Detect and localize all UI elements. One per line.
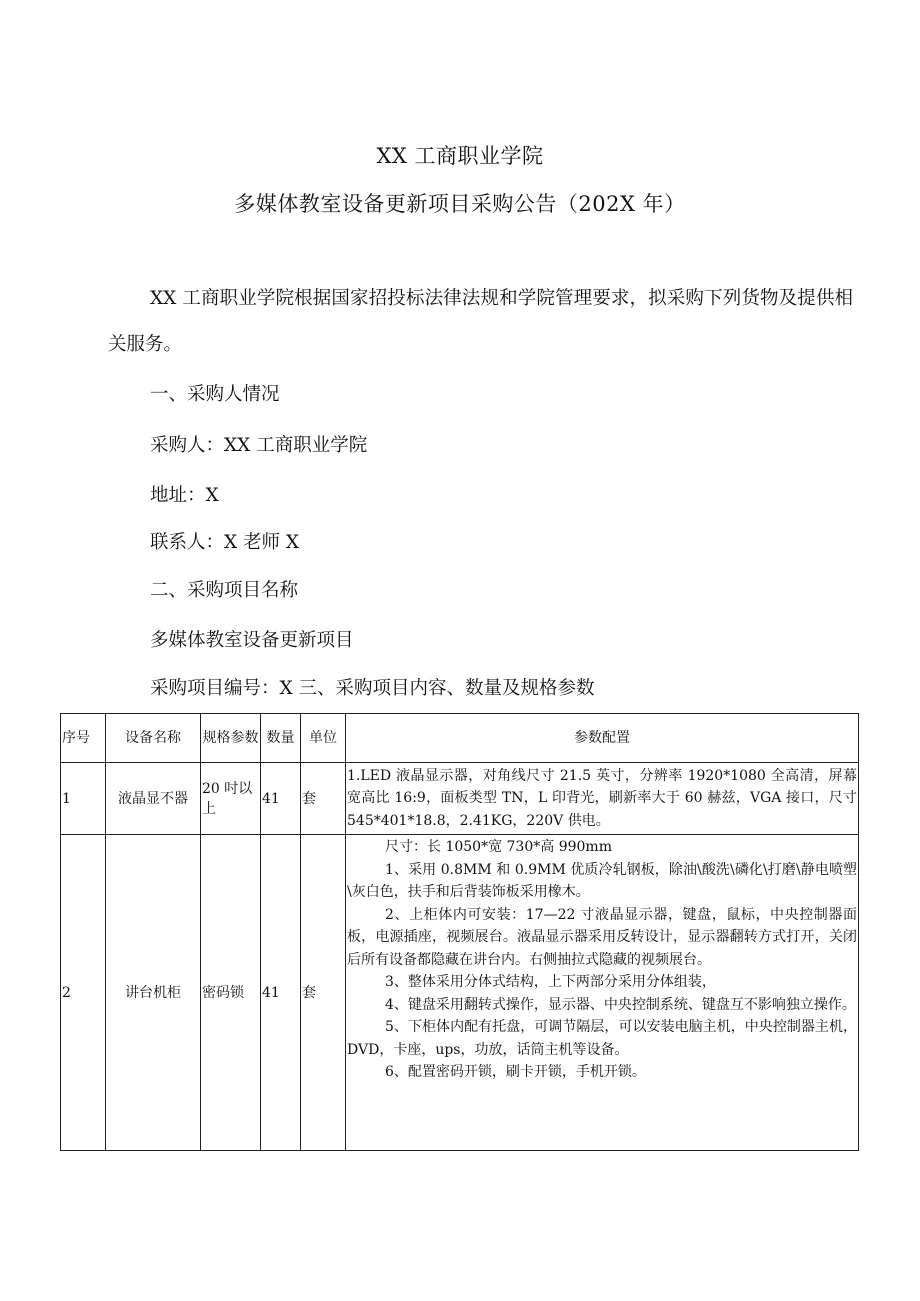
table-header-row [61, 714, 859, 763]
header-config: 参数配置 [346, 714, 859, 763]
document-title: XX 工商职业学院 [376, 144, 544, 168]
row1-spec: 20 吋以上 [201, 763, 261, 835]
row1-config-text: 1.LED 液晶显示器，对角线尺寸 21.5 英寸，分辨率 1920*1080 全高清，屏幕宽高比 16:9，面板类型 TN，L 印背光，刷新率大于 60 赫兹，VGA 接口，尺寸 545*401*18.8，2.41KG，220V 供电。 [347, 767, 857, 829]
row2-qty: 41 [261, 835, 301, 1151]
row1-qty: 41 [261, 763, 301, 835]
row1-seq: 1 [61, 763, 106, 835]
row1-config [346, 763, 859, 835]
row1-unit: 套 [301, 763, 346, 835]
document-subtitle: 多媒体教室设备更新项目采购公告（202X 年） [234, 192, 686, 216]
purchaser-line: 采购人：XX 工商职业学院 [150, 435, 368, 456]
row2-seq: 2 [61, 835, 106, 1151]
row2-config-item-3: 3、整体采用分体式结构，上下两部分采用分体组装， [385, 974, 716, 990]
table-row [61, 763, 859, 835]
header-qty: 数量 [261, 714, 301, 763]
intro-paragraph: XX 工商职业学院根据国家招投标法律法规和学院管理要求，拟采购下列货物及提供相关服务。 [108, 288, 853, 355]
contact-line: 联系人：X 老师 X [150, 532, 300, 553]
row2-config-item-5: 5、下柜体内配有托盘，可调节隔层，可以安装电脑主机，中央控制器主机，DVD，卡座，ups，功放，话筒主机等设备。 [347, 1019, 857, 1058]
row2-unit: 套 [301, 835, 346, 1151]
row2-spec: 密码锁 [201, 835, 261, 1151]
header-spec: 规格参数 [201, 714, 261, 763]
row2-config-item-1: 1、采用 0.8MM 和 0.9MM 优质冷轧钢板，除油\酸洗\磷化\打磨\静电喷塑\灰白色，扶手和后背装饰板采用橡木。 [347, 861, 857, 900]
row2-config-item-4: 4、键盘采用翻转式操作，显示器、中央控制系统、键盘互不影响独立操作。 [385, 996, 856, 1013]
row2-config [346, 835, 859, 1151]
header-name: 设备名称 [106, 714, 201, 763]
row2-config-size: 尺寸：长 1050*宽 730*高 990mm [385, 839, 612, 855]
row1-name: 液晶显不器 [106, 763, 201, 835]
section-1-heading: 一、采购人情况 [150, 384, 280, 405]
address-line: 地址：X [150, 485, 219, 506]
row2-name: 讲台机柜 [106, 835, 201, 1151]
header-seq: 序号 [61, 714, 106, 763]
spec-table [60, 713, 859, 1151]
header-unit: 单位 [301, 714, 346, 763]
project-number-section-3-line: 采购项目编号：X 三、采购项目内容、数量及规格参数 [150, 678, 595, 699]
row2-config-item-2: 2、上柜体内可安装：17—22 寸液晶显示器，键盘，鼠标，中央控制器面板，电源插座，视频展台。液晶显示器采用反转设计，显示器翻转方式打开，关闭后所有设备都隐藏在讲台内。右侧抽拉式隐藏的视频展台。 [347, 906, 857, 968]
row2-config-item-6: 6、配置密码开锁，刷卡开锁，手机开锁。 [385, 1064, 646, 1080]
table-row [61, 835, 859, 1151]
project-name-line: 多媒体教室设备更新项目 [150, 630, 354, 651]
section-2-heading: 二、采购项目名称 [150, 580, 299, 601]
